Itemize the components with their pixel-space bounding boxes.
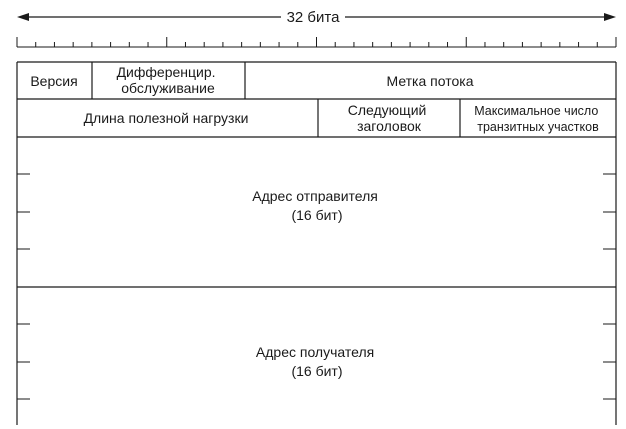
field-payload-length: Длина полезной нагрузки: [83, 110, 249, 126]
field-version: Версия: [30, 73, 78, 89]
field-flow-label: Метка потока: [386, 73, 474, 89]
field-hop-limit-line2: транзитных участков: [477, 120, 599, 134]
source-address-line1: Адрес отправителя: [252, 188, 378, 204]
field-diffserv-line1: Дифференцир.: [116, 64, 216, 80]
field-next-header-line2: заголовок: [357, 118, 421, 134]
width-label: 32 бита: [286, 9, 340, 26]
arrow-left-head: [17, 13, 29, 21]
field-hop-limit-line1: Максимальное число: [474, 104, 599, 118]
field-hop-limit: [474, 104, 602, 134]
source-address-line2: (16 бит): [291, 207, 343, 223]
source-address: [252, 188, 382, 223]
field-next-header-line1: Следующий: [347, 102, 427, 118]
field-next-header: [348, 102, 430, 134]
bit-ruler: [17, 37, 616, 47]
destination-address: [256, 344, 378, 379]
field-diffserv: [117, 64, 220, 96]
field-diffserv-line2: обслуживание: [121, 80, 215, 96]
destination-address-line1: Адрес получателя: [255, 344, 375, 360]
arrow-right-head: [604, 13, 616, 21]
destination-address-line2: (16 бит): [291, 363, 343, 379]
